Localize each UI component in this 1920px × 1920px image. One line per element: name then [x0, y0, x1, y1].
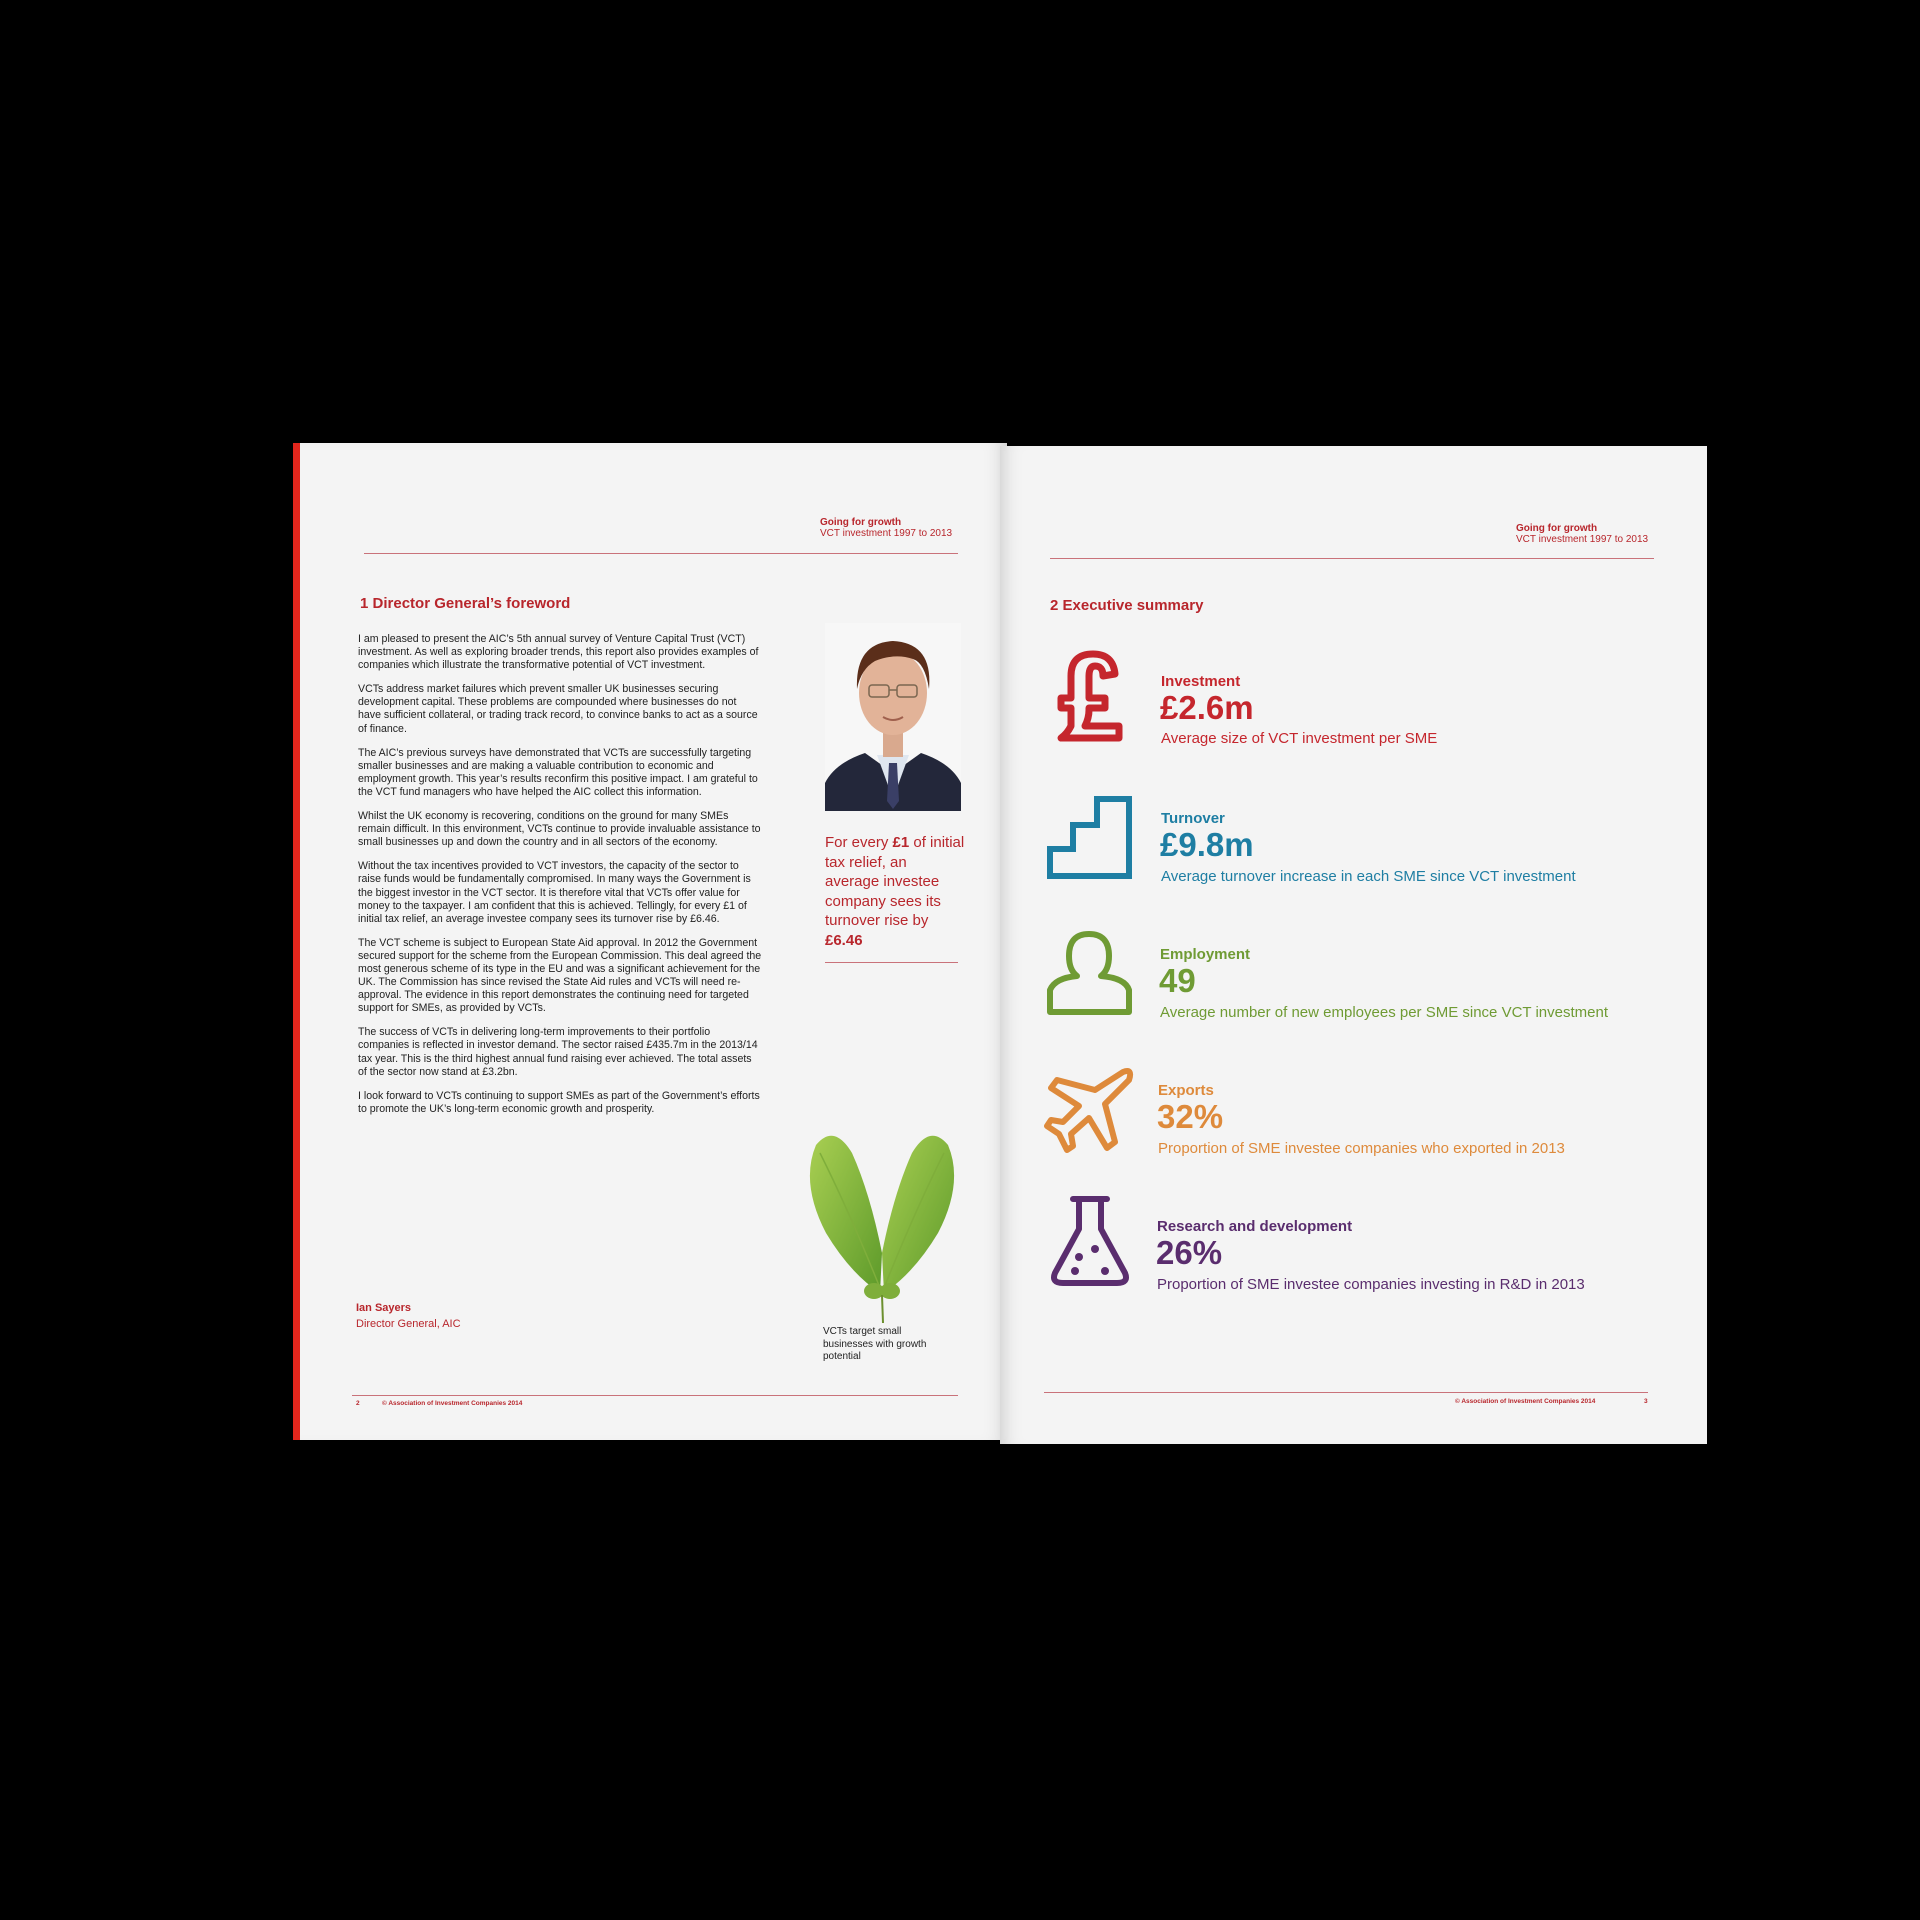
running-header: [820, 517, 952, 539]
stat-desc-employment: Average number of new employees per SME since VCT investment: [1160, 1004, 1608, 1021]
stat-label-employment: Employment: [1160, 946, 1251, 963]
header-rule: [1050, 558, 1654, 559]
paragraph: The VCT scheme is subject to European State Aid approval. In 2012 the Government secured support for the scheme from the European Commission. This deal agreed the most generous scheme of its type in the EU and was a significant achievement for the UK. The Commission has since revised the State Aid rules and VCTs will need re-approval. The evidence in this report demonstrates the continuing need for targeted support for SMEs, as provided by VCTs.: [358, 936, 762, 1015]
running-header: [1516, 523, 1648, 545]
header-title: Going for growth: [820, 517, 902, 528]
image-caption: VCTs target small businesses with growth potential: [823, 1326, 927, 1362]
stat-desc-research: Proportion of SME investee companies investing in R&D in 2013: [1157, 1276, 1585, 1293]
left-page: [293, 443, 1007, 1440]
footer-rule: [352, 1395, 958, 1396]
paragraph: I am pleased to present the AIC’s 5th annual survey of Venture Capital Trust (VCT) investment. As well as exploring broader trends, this report also provides examples of companies which illustrate the transformative potential of VCT investment.: [358, 633, 759, 672]
header-subtitle: VCT investment 1997 to 2013: [1516, 534, 1649, 545]
stat-desc-exports: Proportion of SME investee companies who exported in 2013: [1158, 1140, 1565, 1157]
quote-text: For every: [825, 834, 893, 851]
quote-highlight: £1: [892, 834, 910, 851]
stat-label-investment: Investment: [1161, 673, 1241, 690]
page-number: 2: [356, 1400, 360, 1407]
page-number: 3: [1644, 1398, 1648, 1405]
signature-name: Ian Sayers: [356, 1302, 412, 1314]
quote-highlight: £6.46: [825, 931, 863, 949]
header-subtitle: VCT investment 1997 to 2013: [820, 528, 953, 539]
right-page: [1000, 446, 1707, 1444]
stat-value-employment: 49: [1159, 962, 1196, 999]
stat-value-investment: £2.6m: [1160, 689, 1254, 726]
quote-rule: [825, 962, 958, 963]
portrait-photo: [825, 623, 961, 811]
paragraph: I look forward to VCTs continuing to support SMEs as part of the Government’s efforts to promote the UK’s long-term economic growth and prosperity.: [358, 1089, 760, 1115]
section-title: 2 Executive summary: [1050, 597, 1204, 614]
stat-label-turnover: Turnover: [1161, 810, 1225, 827]
signature-role: Director General, AIC: [356, 1318, 461, 1330]
header-title: Going for growth: [1516, 523, 1598, 534]
paragraph: Without the tax incentives provided to VCT investors, the capacity of the sector to raise funds would be fundamentally compromised. In many ways the Government is the biggest investor in the VCT sector. It is therefore vital that VCTs offer value for money to the taxpayer. I am confident that this is achieved. Tellingly, for every £1 of initial tax relief, an average investee company sees its turnover rise by £6.46.: [358, 860, 751, 925]
foreword-text: [358, 633, 762, 1127]
paragraph: The success of VCTs in delivering long-term improvements to their portfolio companies is reflected in investor demand. The sector raised £435.7m in the 2013/14 tax year. This is the third highest annual fund raising ever achieved. The total assets of the sector now stand at £3.2bn.: [358, 1026, 758, 1078]
header-rule: [364, 553, 958, 554]
pull-quote: [825, 833, 965, 950]
section-title: 1 Director General’s foreword: [360, 595, 571, 612]
paragraph: VCTs address market failures which prevent smaller UK businesses securing development capital. These problems are compounded where businesses do not have sufficient collateral, or trading track record, to convince banks to act as a source of finance.: [358, 683, 758, 735]
paragraph: Whilst the UK economy is recovering, conditions on the ground for many SMEs remain difficult. In this environment, VCTs continue to provide invaluable assistance to small businesses up and down the country and in all sectors of the economy.: [358, 810, 761, 849]
stat-value-research: 26%: [1156, 1234, 1223, 1271]
stat-desc-investment: Average size of VCT investment per SME: [1161, 730, 1438, 747]
paragraph: The AIC’s previous surveys have demonstrated that VCTs are successfully targeting smaller businesses and are making a valuable contribution to economic and employment growth. This year’s results reconfirm this positive impact. I am grateful to the VCT fund managers who have helped the AIC collect this information.: [358, 746, 758, 798]
sycamore-seed-icon: [790, 1123, 975, 1328]
stat-label-research: Research and development: [1157, 1218, 1353, 1235]
stat-label-exports: Exports: [1158, 1082, 1214, 1099]
footer-rule: [1044, 1392, 1648, 1393]
stat-value-exports: 32%: [1157, 1098, 1224, 1135]
stat-desc-turnover: Average turnover increase in each SME since VCT investment: [1161, 868, 1576, 885]
flask-icon: [1045, 1191, 1135, 1291]
stat-value-turnover: £9.8m: [1160, 826, 1254, 863]
footer-copyright: © Association of Investment Companies 2014: [382, 1400, 523, 1407]
stairs-icon: [1045, 791, 1135, 881]
person-icon: [1045, 928, 1135, 1018]
footer-copyright: © Association of Investment Companies 2014: [1455, 1398, 1596, 1405]
airplane-icon: [1043, 1062, 1137, 1156]
pound-icon: [1055, 646, 1125, 746]
quote-text: of initial tax relief, an average investee company sees its turnover rise by: [825, 834, 965, 929]
